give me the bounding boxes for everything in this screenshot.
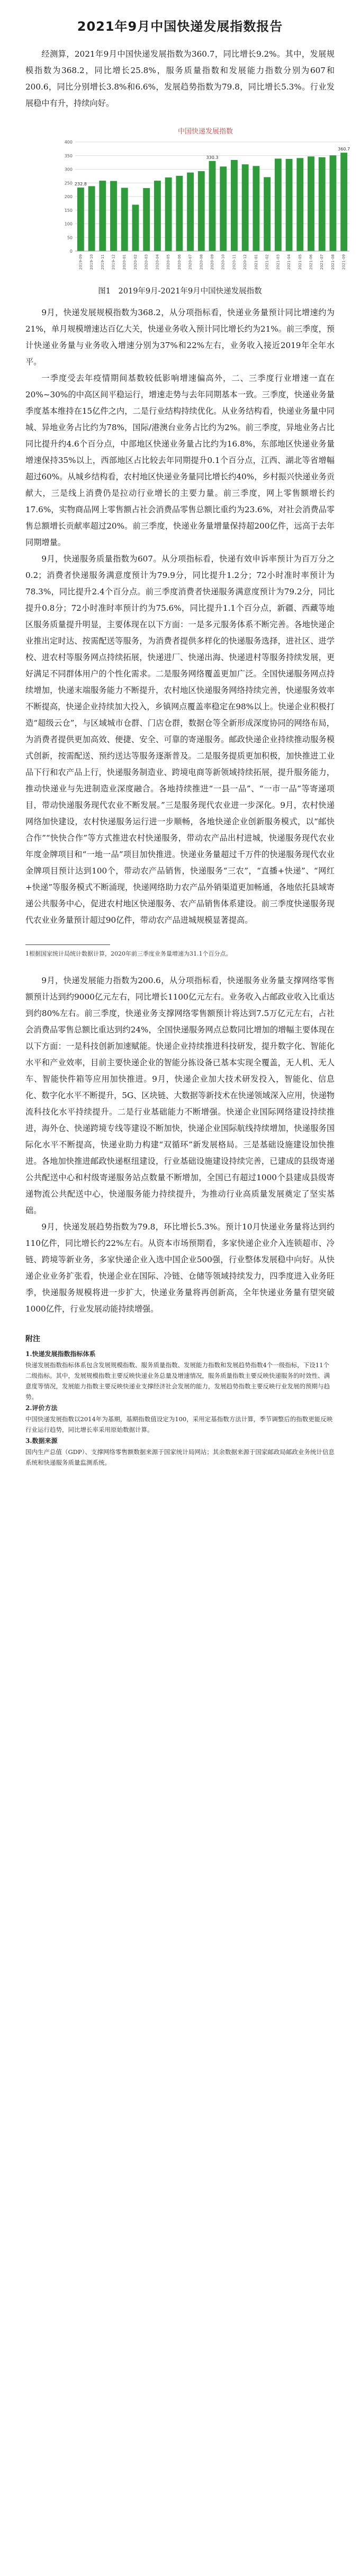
paragraph-overview: 经测算，2021年9月中国快递发展指数为360.7，同比增长9.2%。其中，发展规模指数为368.2，同比增长25.8%，服务质量指数和发展能力指数分别为607和200.6，同比分别增长3.8%和6.6%，发展趋势指数为79.8，同比增长5.3%。行业发展稳中有升，持续向好。 [25,49,335,108]
report-title: 2021年9月中国快递发展指数报告 [77,19,283,34]
bar [176,176,183,251]
notes-title: 附注 [25,1335,40,1343]
bar-value-label: 360.7 [338,147,350,152]
bar [286,159,293,251]
page-separator [25,959,335,973]
bar [319,157,326,251]
bar [264,177,271,251]
bar [220,166,227,251]
x-tick-label: 2021-02 [265,254,269,270]
bar [340,153,347,251]
bar [308,156,314,251]
x-tick-label: 2021-09 [341,254,346,270]
bar [132,204,139,251]
x-tick-label: 2021-07 [320,254,325,270]
x-tick-label: 2019-10 [89,254,94,270]
y-tick-label: 400 [64,140,73,145]
x-tick-label: 2020-04 [155,254,160,270]
bar [242,164,249,251]
chart-svg [57,136,354,279]
x-tick-label: 2021-03 [276,254,281,270]
note-heading-2: 2.评价方法 [25,1404,58,1412]
bar [154,181,161,251]
y-tick-label: 0 [69,249,73,254]
chart-title: 中国快递发展指数 [177,128,233,136]
bar [296,158,303,251]
x-tick-label: 2021-01 [254,254,258,270]
bar [275,158,282,251]
x-tick-label: 2020-09 [210,254,214,270]
x-tick-label: 2020-08 [199,254,204,270]
bar [121,188,128,251]
y-tick-label: 150 [64,208,73,213]
x-tick-label: 2020-03 [144,254,149,270]
paragraph-service-quality: 9月，快递服务质量指数为607。从分项指标看，快递有效申诉率预计为百万分之0.2；消费者快递服务满意度预计为79.9分，同比提升1.2分；72小时准时率预计为78.3%，同比提升2.4个百分点。前三季度消费者快递服务满意度预计为79.2分，同比提升0.8分；72小时准时率预计约为75.6%，同比提升1.1个百分点，新疆、西藏等地区服务质量提升明显，主要体现在以下方面：一是多元服务体系不断完善。各地快递企业推出定时达、按需配送等服务，为消费者提供多样化的快递服务选择，进社区、进学校、进农村等服务网点持续拓展，快递进厂、快递出海、快递进村等服务持续发展，更好满足不同群体用户的个性化需求。二是服务网络覆盖更加广泛。全国快递服务网点持续增加，快递末端服务能力不断提升，农村地区快递服务网络持续完善，快递服务效率不断提高，快递企业持续加大投入，乡镇网点覆盖率稳定在98%以上。快递企业积极打造“超级云仓”，与区域城市仓群、门店仓群，数据仓等全新形成深度协同的网络布局，为消费者提供更加高效、便捷、安全、可靠的寄递服务。邮政快递企业持续推动服务模式创新，按需配送、预约送达等服务逐渐普及。二是服务提质更加积极，加快推进工业品下行和农产品上行，快递服务制造业、跨境电商等新领域持续拓展，提升服务能力，推动快递业与先进制造业深度融合。各地持续推进“一县一品”、“一市一品”等寄递项目，带动快递服务现代农业不断发展。”三是服务现代农业进一步深化。9月，农村快递网络加快建设，农村快递服务运行进一步顺畅，各地快递企业创新服务模式，以“邮快合作”“快快合作”等方式推进农村快递服务，带动农产品出村进城，快递服务现代农业年度金牌项目和“一地一品”项目加快推进。快递业务量超过千万件的快递服务现代农业金牌项目预计达到100个，带动农产品销售，快递服务“三农”，“直播+快递”、“网红+快递”等服务模式不断涌现，快递网络助力农产品外销渠道更加畅通，各地依托县域寄递公共服务中心，促进农村地区快递服务、农产品销售体系建设。前三季度快递服务现代农业业务量预计超过90亿件，带动农产品进城规模显著提高。 [25,554,335,925]
x-tick-label: 2019-09 [78,254,83,270]
x-tick-label: 2019-12 [111,254,116,270]
bar [209,161,216,251]
x-tick-label: 2020-10 [221,254,226,270]
footnote: 1根据国家统计局统计数据计算，2020年前三季度业务量增速为31.1个百分点。 [25,950,232,957]
bar [88,186,95,251]
bar [231,160,238,251]
x-tick-label: 2021-04 [287,254,292,270]
index-chart [57,126,354,281]
bar [99,181,106,251]
paragraph-trend: 9月，快递发展趋势指数为79.8，环比增长5.3%。预计10月快递业务量将达到约110亿件，同比增长约22%左右。从资本市场预期看，多家快递企业介入连锁超市、冷链、跨境等新业务，多家快递企业入选中国企业500强，行业整体发展稳中向好。从快递企业业务扩张看，快递企业在国际、冷链、仓储等领域持续发力，四季度进入业务旺季，快递服务规模将进一步扩大，快递业务量将再创新高，全年快递业务量有望突破1000亿件，行业发展动能持续增强。 [25,1222,335,1314]
paragraph-structure: 一季度受去年疫情期间基数较低影响增速偏高外，二、三季度行业增速一直在20%~30%的中高区间平稳运行，增速走势与去年同期基本一致。三季度，快递业务量季度基本维持在15亿件之内，二是行业结构持续优化。从业务结构看，快递业务量中同城、异地业务占比约为78%，国际/港澳台业务占比约为2%。前三季度，异地业务占比同比提升约4.6个百分点，中部地区快递业务量占比约为16.8%，东部地区快递业务量增速保持35%以上，西部地区占比较去年同期提升0.1个百分点，江西、湖北等省增幅超过60%。从城乡结构看，农村地区快递业务量同比增长约40%，乡村振兴快递业务贡献大，三是线上消费仍是拉动行业增长的主要力量。前三季度，网上零售额增长约17.6%，实物商品网上零售额占社会消费品零售总额比重约为23.6%，对社会消费品零售总额增长贡献率超过20%。前三季度，快递业务量增量保持超200亿件，远高于去年同期增量。 [25,373,335,547]
note-heading-3: 3.数据来源 [25,1437,58,1445]
x-tick-label: 2020-11 [232,254,237,270]
note-text-3: 国内生产总值（GDP）、支撑网络零售额数据来源于国家统计局网站；其余数据来源于国家邮政局邮政业务统计信息系统和快递服务质量监测系统。 [25,1448,335,1466]
bar [187,173,194,251]
bar [110,181,117,251]
notes-section [25,1333,335,1468]
bar [198,171,205,251]
y-tick-label: 300 [64,167,73,172]
footnote-divider [25,944,110,945]
paragraph-capability: 9月，快递发展能力指数为200.6，从分项指标看，快递服务业务量支撑网络零售额预计达到约9000亿元左右，同比增长1100亿元左右。业务收入占邮政业收入比重达到约80%左右。前三季度，快递业务支撑网络零售额预计将达到7.5万亿元左右，占社会消费品零售总额比重达到约24%，全国快递服务网点总数同比增加的增幅主要体现在以下方面：一是科技创新加速赋能。快递企业持续推进科技研发，提升数字化、智能化水平和产业效率，目前主要快递企业的智能分拣设备已基本实现全覆盖，无人机、无人车、智能快件箱等应用加快推进。9月，快递企业加大技术研发投入，智能化、信息化、数字化水平不断提升，5G、区块链、大数据等新技术在快递领域深入应用，快递物流科技化水平持续提升。二是行业基础能力不断增强。快递企业国际网络建设持续推进，海外仓、快递跨境专线等建设不断加快，快递企业国际航线持续增加，快递服务国际化水平不断提高，快递业助力构建“双循环”新发展格局。三是基础设施建设加快推进。各地加快推进邮政快递枢纽建设，行业基础设施建设持续完善，已建成的县级寄递公共配送中心和村级寄递服务站点数量不断增加，全国已有超过1000个县建成县级寄递物流公共配送中心，快递服务能力持续提升，为推动行业高质量发展奠定了坚实基础。 [25,976,335,1215]
x-tick-label: 2019-11 [100,254,105,270]
y-tick-label: 50 [67,235,73,240]
bar-value-label: 330.3 [206,155,219,160]
x-tick-label: 2021-08 [330,254,335,270]
x-tick-label: 2020-02 [133,254,138,270]
x-tick-label: 2020-05 [166,254,171,270]
y-tick-label: 250 [64,181,73,186]
note-text-2: 中国快递发展指数以2014年为基期，基期指数值设定为100，采用定基指数方法计算，季节调整后的指数更能反映行业运行趋势，同比增长率采用原始数据计算。 [25,1415,333,1433]
bar [253,166,259,251]
figure-caption: 图1 2019年9月-2021年9月中国快递发展指数 [98,287,262,296]
x-tick-label: 2020-12 [243,254,248,270]
x-tick-label: 2021-05 [298,254,302,270]
x-tick-label: 2020-01 [122,254,127,270]
bar-value-label: 232.8 [74,182,87,187]
y-tick-label: 100 [64,221,73,227]
y-tick-label: 200 [64,194,73,199]
x-tick-label: 2021-06 [309,254,313,270]
paragraph-scale: 9月，快递发展规模指数为368.2，从分项指标看，快递业务量预计同比增速约为21%，单月规模增速达百亿大关，快递业务收入预计同比增长约为21%。前三季度，预计快递业务量与业务收入增速分别为37%和22%左右，业务收入接近2019年全年水平。 [25,308,335,367]
bar [143,188,150,251]
report-body [0,46,360,1468]
note-heading-1: 1.快递发展指数指标体系 [25,1350,96,1358]
note-text-1: 快递发展指数指标体系包含发展规模指数、服务质量指数、发展能力指数和发展趋势指数4个一级指标，下设11个二级指标。其中，发展规模指数主要反映快递业务总量及增速情况，服务质量指数主要反映快递服务的时效性、满意度等情况，发展能力指数主要反映快递业支撑经济社会发展的能力，发展趋势指数主要反映行业发展的预期与趋势。 [25,1361,330,1401]
x-tick-label: 2020-06 [177,254,182,270]
x-tick-label: 2020-07 [188,254,193,270]
bar [165,177,172,251]
bar [329,155,336,251]
bar [77,188,84,251]
y-tick-label: 350 [64,153,73,158]
